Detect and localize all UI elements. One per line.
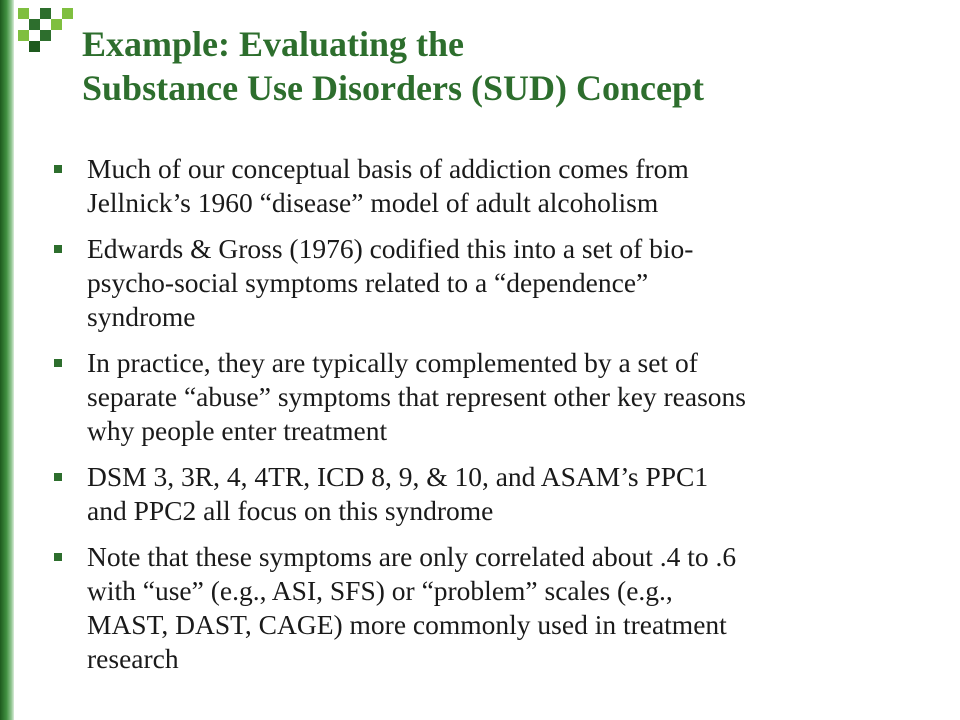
- bullet-line: research: [87, 643, 179, 674]
- bullet-item: [50, 346, 930, 448]
- bullet-line: and PPC2 all focus on this syndrome: [87, 495, 494, 526]
- bullet-line: Note that these symptoms are only correlated about .4 to .6: [87, 541, 737, 572]
- bullet-line: why people enter treatment: [87, 415, 388, 446]
- bullet-line: MAST, DAST, CAGE) more commonly used in treatment: [87, 609, 727, 640]
- bullet-line: Much of our conceptual basis of addiction comes from: [87, 153, 689, 184]
- bullet-item: [50, 232, 930, 334]
- square-bullet-icon: [54, 473, 62, 481]
- bullet-line: DSM 3, 3R, 4, 4TR, ICD 8, 9, & 10, and ASAM’s PPC1: [87, 461, 709, 492]
- bullet-item: [50, 460, 930, 528]
- slide-title: [82, 22, 942, 110]
- bullet-line: psycho-social symptoms related to a “dependence”: [87, 267, 649, 298]
- left-green-bar: [0, 0, 14, 720]
- bullet-list: [50, 152, 930, 688]
- bullet-line: In practice, they are typically complemented by a set of: [87, 347, 698, 378]
- bullet-item: [50, 540, 930, 676]
- checkered-squares-logo-icon: [0, 0, 80, 60]
- bullet-line: Jellnick’s 1960 “disease” model of adult alcoholism: [87, 187, 659, 218]
- square-bullet-icon: [54, 553, 62, 561]
- bullet-line: syndrome: [87, 301, 196, 332]
- square-bullet-icon: [54, 245, 62, 253]
- square-bullet-icon: [54, 359, 62, 367]
- bullet-line: with “use” (e.g., ASI, SFS) or “problem” scales (e.g.,: [87, 575, 673, 606]
- bullet-line: separate “abuse” symptoms that represent other key reasons: [87, 381, 746, 412]
- bullet-line: Edwards & Gross (1976) codified this into a set of bio-: [87, 233, 694, 264]
- title-line-2: Substance Use Disorders (SUD) Concept: [82, 68, 704, 108]
- bullet-item: [50, 152, 930, 220]
- title-line-1: Example: Evaluating the: [82, 24, 465, 64]
- square-bullet-icon: [54, 165, 62, 173]
